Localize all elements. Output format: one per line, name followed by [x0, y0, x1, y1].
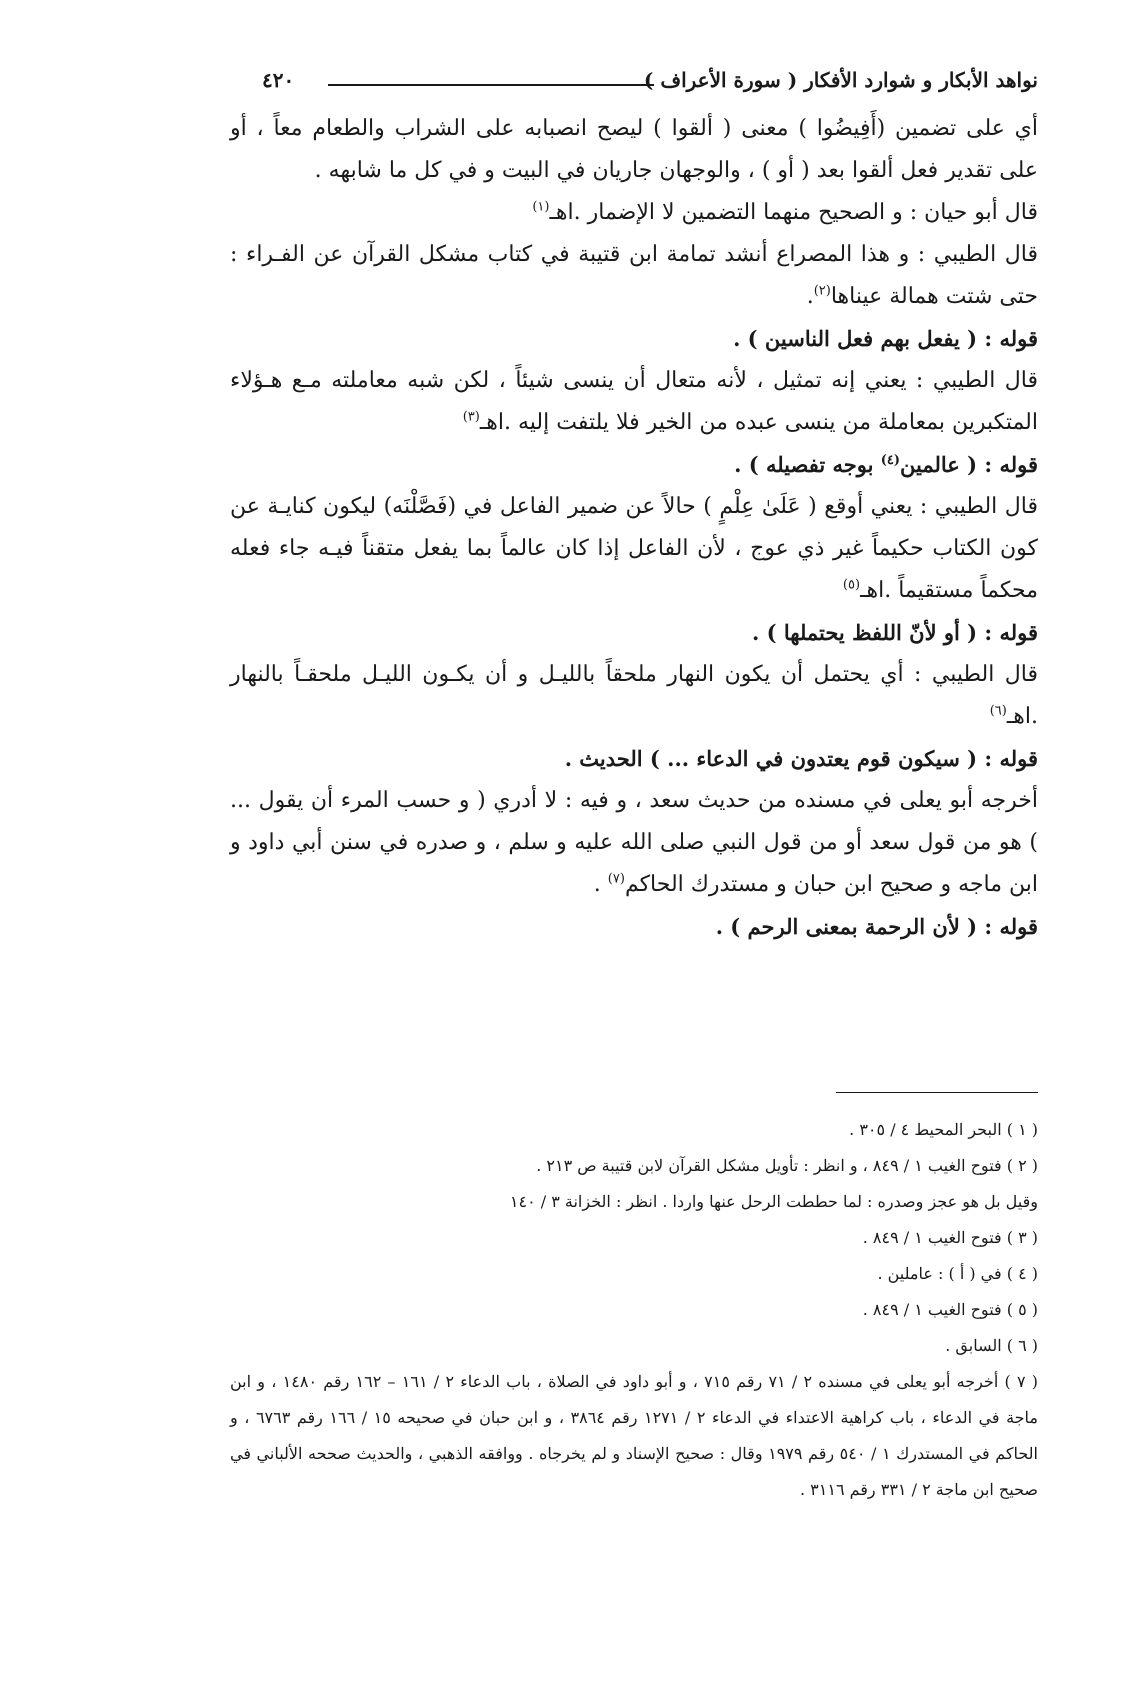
paragraph-text: قال الطيبي : يعني إنه تمثيل ، لأنه متعال أن ينسى شيئاً ، لكن شبه معاملته مـع هـؤلاء المتكبرين بمعاملة من ينسى عبده من الخير فلا يلتفت إليه .اهـ — [230, 368, 1038, 435]
footnote-marker: (٥) — [842, 577, 861, 593]
footnote-marker: (١) — [532, 199, 550, 215]
footnote: ( ٣ ) فتوح الغيب ١ / ٨٤٩ . — [862, 1228, 1038, 1247]
paragraph-text: قوله : ( أو لأنّ اللفظ يحتملها ) . — [752, 620, 1038, 645]
footnote: ( ٤ ) في ( أ ) : عاملين . — [877, 1264, 1038, 1283]
page-number: ٤٢٠ — [262, 68, 295, 92]
running-title: نواهد الأبكار و شوارد الأفكار ( سورة الأعراف ) — [643, 68, 1038, 92]
footnote-marker: (٣) — [462, 409, 480, 425]
paragraph-text: قال الطيبي : يعني أوقع ( عَلَىٰ عِلْمٍ ) حالاً عن ضمير الفاعل في (فَصَّلْنَه) ليكون كنايـة عن كون الكتاب حكيماً غير ذي عوج ، لأن الفاعل إذا كان عالماً بما يفعل متقناً فيـه جاء فعله محكماً مستقيماً .اهـ — [230, 494, 1038, 603]
section-heading — [230, 444, 1038, 486]
footnote-marker: (٦) — [989, 703, 1007, 719]
paragraph-text: قوله : ( سيكون قوم يعتدون في الدعاء ... ) الحديث . — [564, 746, 1038, 771]
footnote-separator — [836, 1092, 1038, 1093]
footnote-marker: (٧) — [607, 871, 625, 887]
paragraph — [230, 486, 1038, 612]
paragraph — [230, 360, 1038, 444]
section-heading — [230, 318, 1038, 360]
page-header — [262, 66, 1038, 106]
footnote-marker: (٤) — [880, 453, 901, 468]
paragraph — [230, 108, 1038, 192]
paragraph-tail: . — [593, 872, 608, 897]
footnote-marker: (٢) — [813, 283, 831, 299]
paragraph-text: قال الطيبي : و هذا المصراع أنشد تمامة ابن قتيبة في كتاب مشكل القرآن عن الفـراء : حتى شتت همالة عيناها — [230, 242, 1038, 309]
paragraph-text: أخرجه أبو يعلى في مسنده من حديث سعد ، و فيه : لا أدري ( و حسب المرء أن يقول ... ) هو من قول سعد أو من قول النبي صلى الله عليه و سلم ، و صدره في سنن أبي داود و ابن ماجه و صحيح ابن حبان و مستدرك الحاكم — [230, 788, 1038, 897]
paragraph-text: قال الطيبي : أي يحتمل أن يكون النهار ملحقاً بالليـل و أن يكـون الليـل ملحقـاً بالنهار .اهـ — [230, 662, 1038, 729]
paragraph-text: قوله : ( عالمين — [900, 452, 1038, 477]
footnote: ( ٥ ) فتوح الغيب ١ / ٨٤٩ . — [862, 1300, 1038, 1319]
paragraph-text: قوله : ( يفعل بهم فعل الناسين ) . — [733, 326, 1038, 351]
section-heading — [230, 612, 1038, 654]
paragraph — [230, 780, 1038, 906]
footnotes — [230, 1112, 1038, 1508]
section-heading — [230, 738, 1038, 780]
paragraph — [230, 192, 1038, 234]
paragraph-tail: بوجه تفصيله ) . — [734, 452, 881, 477]
paragraph-text: قوله : ( لأن الرحمة بمعنى الرحم ) . — [715, 914, 1038, 939]
paragraph-text: أي على تضمين (أَفِيضُوا ) معنى ( ألقوا ) ليصح انصبابه على الشراب والطعام معاً ، أو على تقدير فعل ألقوا بعد ( أو ) ، والوجهان جاريان في البيت و في كل ما شابهه . — [230, 116, 1038, 183]
section-heading — [230, 906, 1038, 948]
paragraph-text: قال أبو حيان : و الصحيح منهما التضمين لا الإضمار .اهـ — [549, 200, 1038, 225]
header-rule — [328, 84, 654, 86]
paragraph — [230, 234, 1038, 318]
paragraph — [230, 654, 1038, 738]
footnote: ( ١ ) البحر المحيط ٤ / ٣٠٥ . — [849, 1120, 1038, 1139]
paragraph-tail: . — [806, 284, 814, 309]
footnote: ( ٢ ) فتوح الغيب ١ / ٨٤٩ ، و انظر : تأويل مشكل القرآن لابن قتيبة ص ٢١٣ . — [536, 1156, 1038, 1175]
main-text — [230, 108, 1038, 948]
footnote: ( ٧ ) أخرجه أبو يعلى في مسنده ٢ / ٧١ رقم ٧١٥ ، و أبو داود في الصلاة ، باب الدعاء ٢ / ١٦١ – ١٦٢ رقم ١٤٨٠ ، و ابن ماجة في الدعاء ، باب كراهية الاعتداء في الدعاء ٢ / ١٢٧١ رقم ٣٨٦٤ ، و ابن حبان في صحيحه ١٥ / ١٦٦ رقم ٦٧٦٣ ، و الحاكم في المستدرك ١ / ٥٤٠ رقم ١٩٧٩ وقال : صحيح الإسناد و لم يخرجاه . ووافقه الذهبي ، والحديث صححه الألباني في صحيح ابن ماجة ٢ / ٣٣١ رقم ٣١١٦ . — [230, 1372, 1039, 1499]
footnote: وقيل بل هو عجز وصدره : لما حططت الرحل عنها واردا . انظر : الخزانة ٣ / ١٤٠ — [509, 1192, 1038, 1211]
footnote: ( ٦ ) السابق . — [945, 1336, 1038, 1355]
